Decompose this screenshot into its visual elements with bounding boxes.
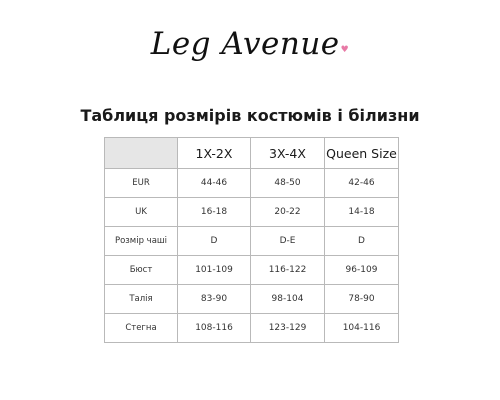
table-cell: 48-50 (251, 169, 325, 198)
row-label: Бюст (105, 256, 178, 285)
table-cell: 96-109 (325, 256, 399, 285)
row-label: Розмір чаші (105, 227, 178, 256)
table-row (105, 198, 399, 227)
table-corner-cell (105, 138, 178, 169)
table-header-row (105, 138, 399, 169)
table-row (105, 227, 399, 256)
table-cell: 123-129 (251, 314, 325, 343)
table-cell: 16-18 (178, 198, 251, 227)
row-label: Талія (105, 285, 178, 314)
table-cell: 104-116 (325, 314, 399, 343)
size-table (104, 137, 399, 343)
table-cell: 78-90 (325, 285, 399, 314)
table-cell: 20-22 (251, 198, 325, 227)
row-label: EUR (105, 169, 178, 198)
heart-icon: ♥ (340, 45, 350, 55)
table-row (105, 256, 399, 285)
table-cell: D (325, 227, 399, 256)
column-header: Queen Size (325, 138, 399, 169)
table-cell: 42-46 (325, 169, 399, 198)
table-cell: 98-104 (251, 285, 325, 314)
table-cell: D (178, 227, 251, 256)
page-title: Таблиця розмірів костюмів і білизни (80, 106, 420, 125)
brand-logo-text: Leg Avenue (150, 26, 340, 62)
column-header: 1X-2X (178, 138, 251, 169)
row-label: Стегна (105, 314, 178, 343)
table-cell: D-E (251, 227, 325, 256)
table-row (105, 314, 399, 343)
table-cell: 14-18 (325, 198, 399, 227)
table-cell: 44-46 (178, 169, 251, 198)
table-cell: 101-109 (178, 256, 251, 285)
table-row (105, 285, 399, 314)
column-header: 3X-4X (251, 138, 325, 169)
table-cell: 83-90 (178, 285, 251, 314)
row-label: UK (105, 198, 178, 227)
table-cell: 116-122 (251, 256, 325, 285)
brand-logo (0, 26, 500, 62)
table-cell: 108-116 (178, 314, 251, 343)
table-row (105, 169, 399, 198)
